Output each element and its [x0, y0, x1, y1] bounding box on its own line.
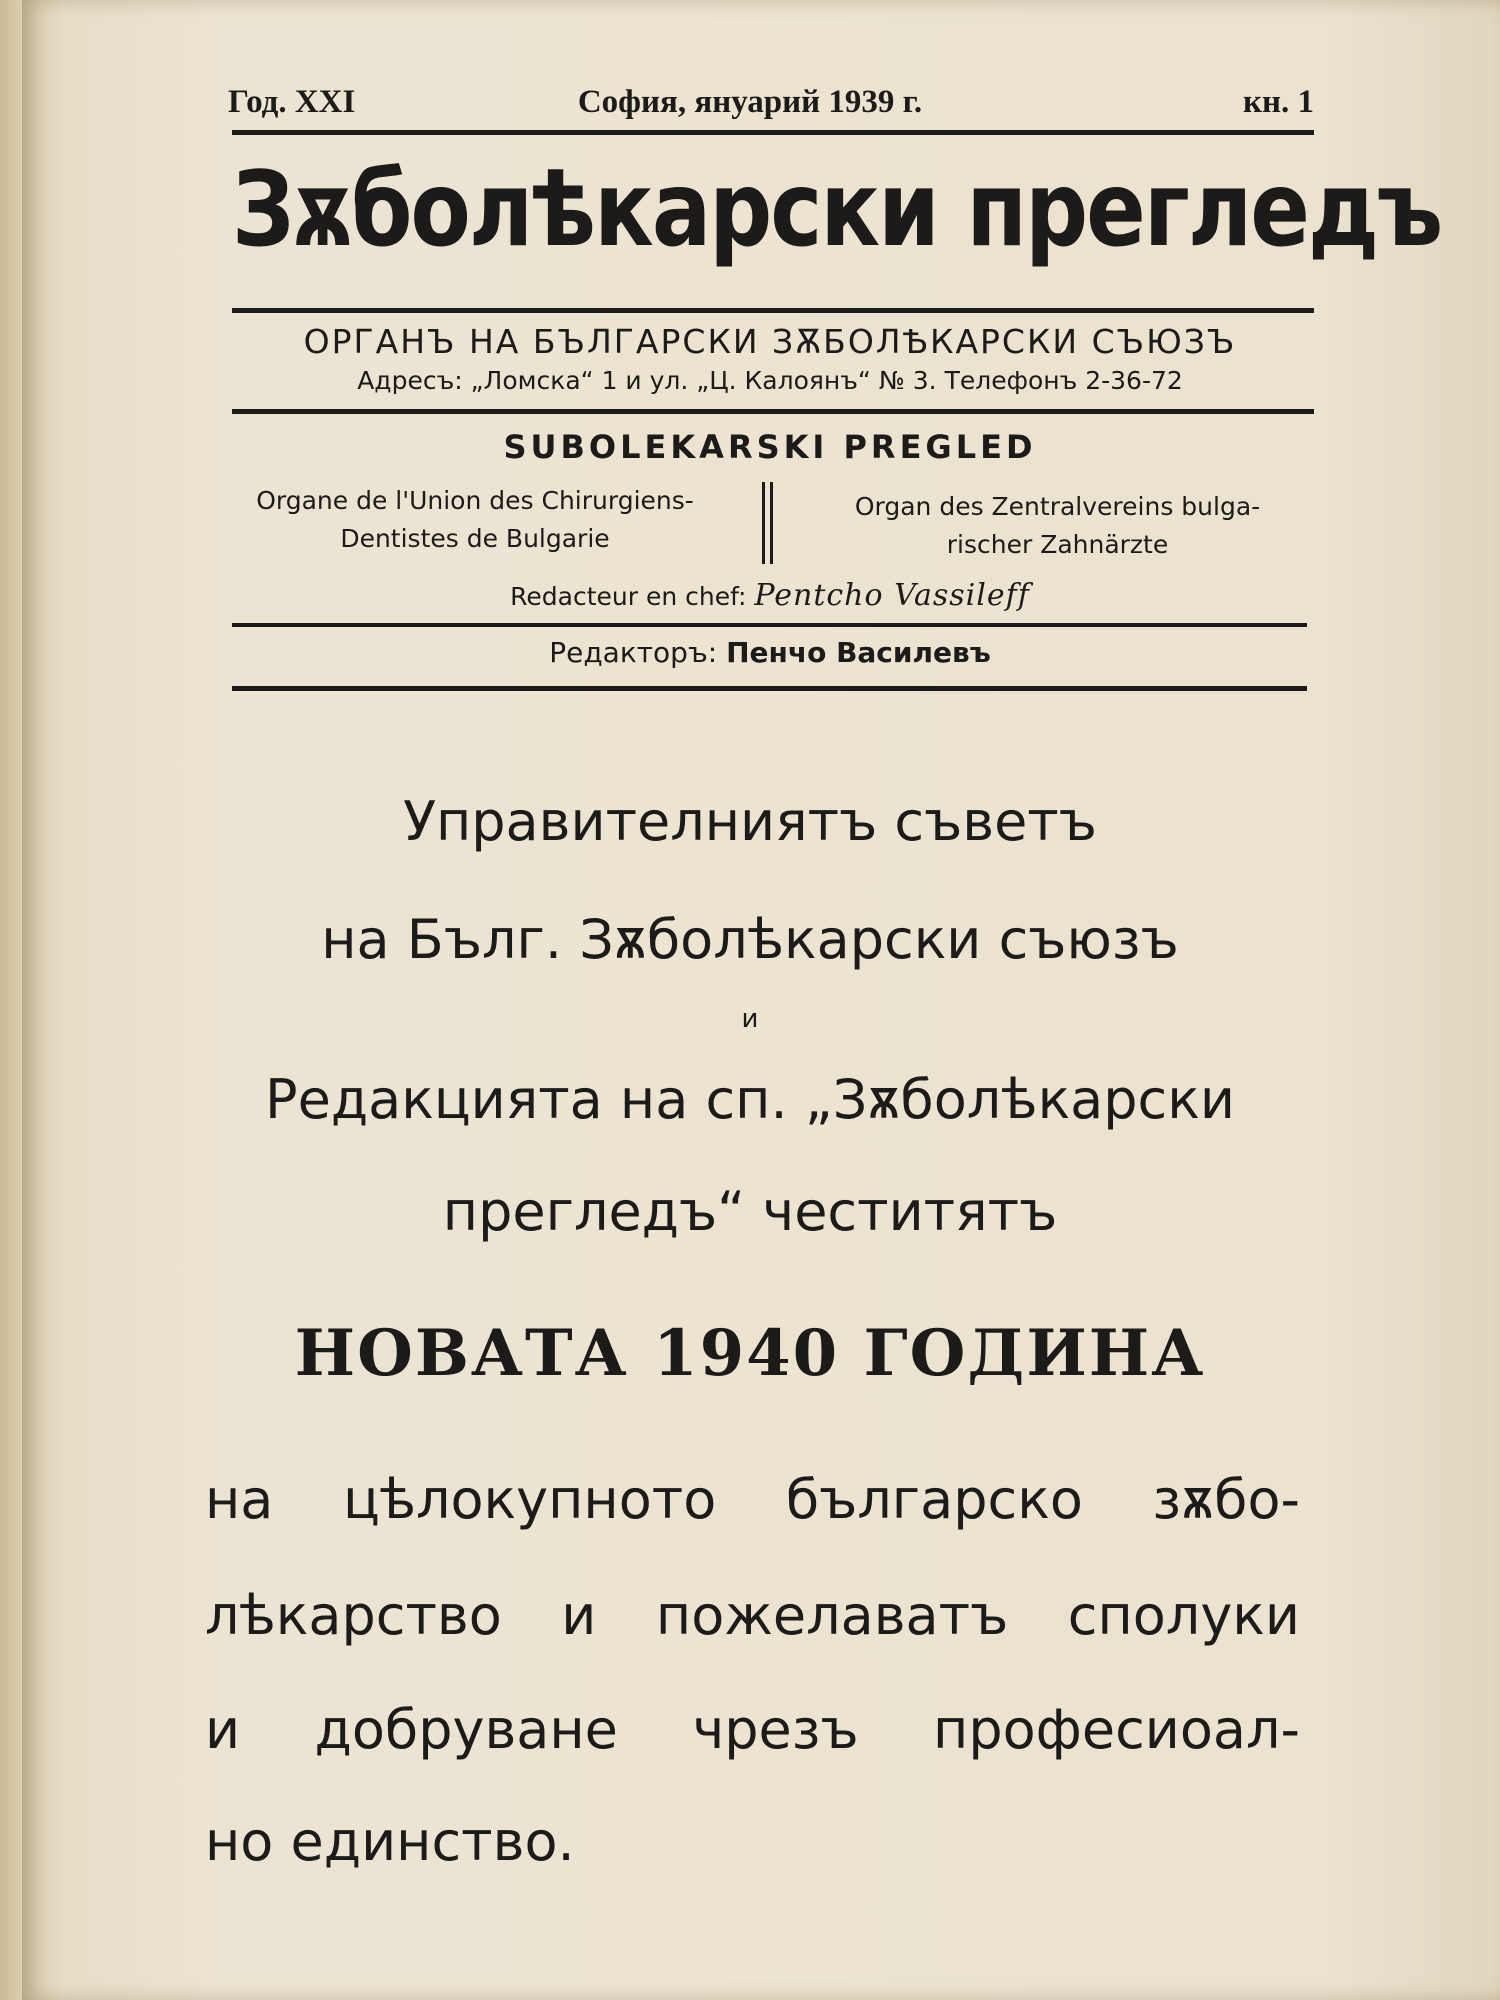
french-line-2: Dentistes de Bulgarie	[340, 524, 610, 553]
address-line: Адресъ: „Ломска“ 1 и ул. „Ц. Калоянъ“ № 3. Телефонъ 2-36-72	[357, 366, 1183, 395]
greeting-line-2: на Бълг. Зѫболѣкарски съюзъ	[321, 908, 1179, 971]
greeting-line-3: Редакцията на сп. „Зѫболѣкарски	[265, 1068, 1235, 1131]
redacteur-label: Redacteur en chef:	[510, 582, 747, 611]
german-line-1: Organ des Zentralvereins bulga-	[854, 492, 1261, 521]
greeting-conjunction: и	[741, 1004, 759, 1034]
place-and-date: София, януарий 1939 г.	[577, 84, 923, 120]
greeting-line-1: Управителниятъ съветъ	[403, 790, 1097, 853]
french-description	[215, 482, 735, 558]
issue-number: кн. 1	[1242, 84, 1314, 120]
wish-line-2: лѣкарство и пожелаватъ сполуки	[205, 1584, 1300, 1647]
editor-name: Пенчо Василевъ	[726, 636, 991, 669]
new-year-headline: НОВАТА 1940 ГОДИНА	[294, 1316, 1206, 1391]
wish-line-4: но единство.	[205, 1810, 575, 1873]
column-divider-left	[762, 482, 765, 564]
redacteur-rule	[232, 623, 1307, 627]
wish-line-1: на цѣлокупното българско зѫбо-	[205, 1468, 1300, 1531]
organ-subtitle: ОРГАНЪ НА БЪЛГАРСКИ ЗѪБОЛѢКАРСКИ СЪЮЗЪ	[303, 322, 1237, 361]
redacteur-name: Pentcho Vassileff	[754, 578, 1030, 613]
wish-line-3: и добруване чрезъ професиоал-	[205, 1698, 1300, 1761]
masthead-bottom-rule	[232, 686, 1307, 691]
editor-label: Редакторъ:	[549, 636, 718, 669]
book-spine	[0, 0, 22, 2000]
redacteur-line	[232, 578, 1308, 613]
address-rule	[232, 409, 1314, 414]
editor-line	[232, 636, 1308, 669]
journal-title: Зѫболѣкарски прегледъ	[232, 148, 1442, 270]
volume-number: Год. XXI	[228, 84, 356, 120]
header-rule	[232, 130, 1314, 135]
title-rule	[232, 308, 1314, 313]
latin-title: SUBOLEKARSKI PREGLED	[503, 428, 1037, 466]
greeting-line-4: прегледъ“ честитятъ	[442, 1180, 1058, 1243]
french-line-1: Organe de l'Union des Chirurgiens-	[256, 486, 694, 515]
german-description	[800, 488, 1315, 564]
german-line-2: rischer Zahnärzte	[946, 530, 1169, 559]
column-divider-right	[770, 482, 773, 564]
